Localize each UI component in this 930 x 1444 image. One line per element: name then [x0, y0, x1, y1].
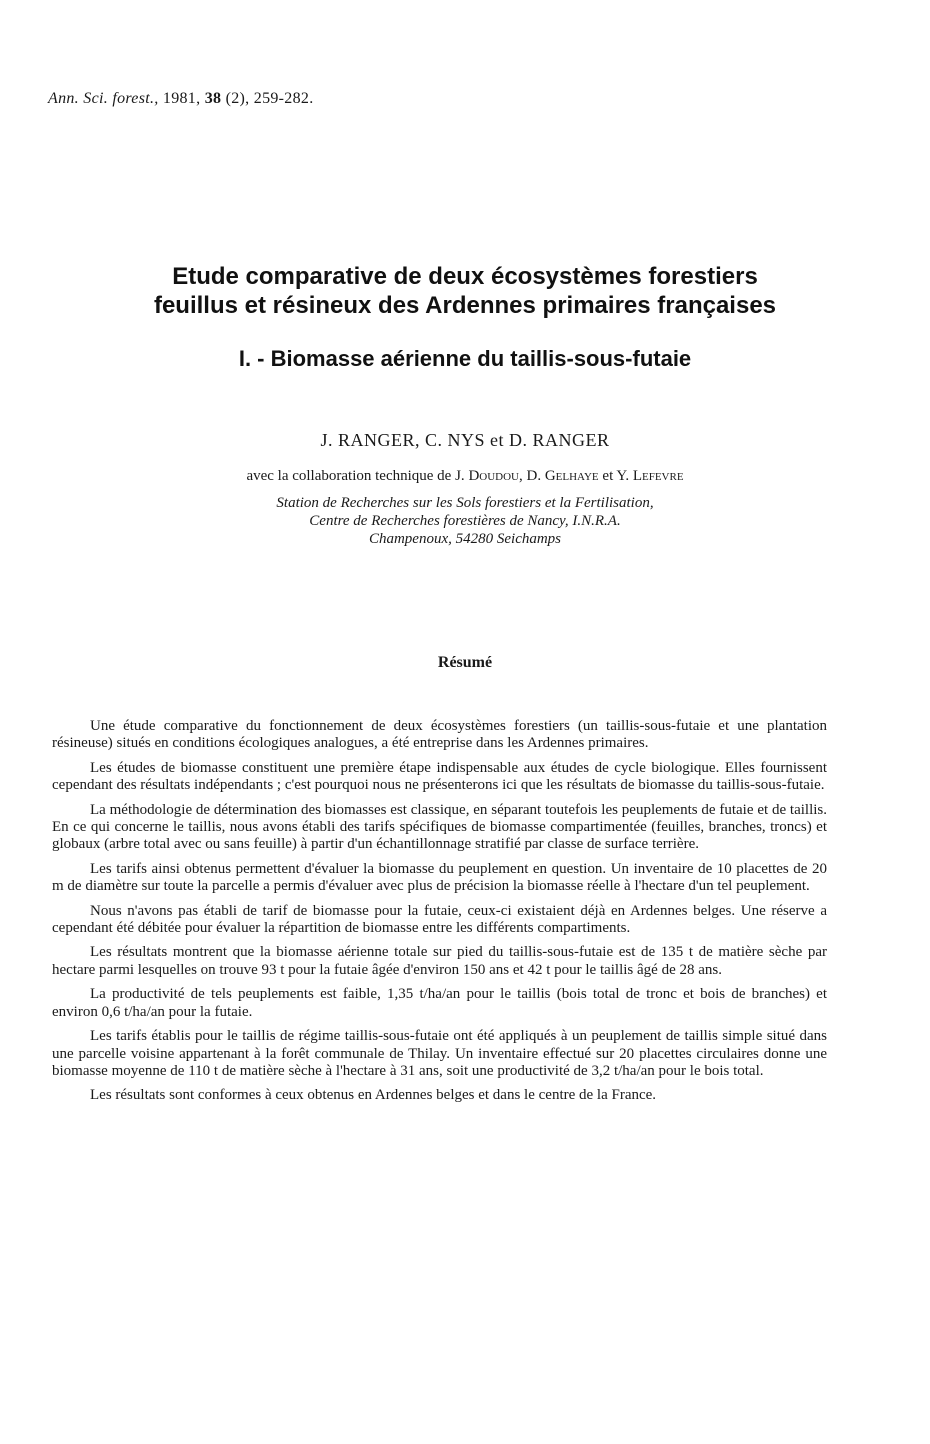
collab-name: Doudou: [468, 468, 519, 484]
abstract-body: [52, 718, 827, 1112]
affiliation-line: Station de Recherches sur les Sols forestiers et la Fertilisation,: [276, 495, 654, 511]
title-line-2: feuillus et résineux des Ardennes primaires françaises: [153, 292, 777, 319]
abstract-paragraph: Les tarifs ainsi obtenus permettent d'évaluer la biomasse du peuplement en question. Un inventaire de 10 placettes de 20 m de diamètre sur toute la parcelle a permis d'évaluer avec plus de précision la biomasse réelle à l'hectare d'un tel peuplement.: [52, 860, 827, 895]
abstract-paragraph: Les résultats sont conformes à ceux obtenus en Ardennes belges et dans le centre de la France.: [90, 1087, 657, 1104]
technical-collaboration: [0, 468, 930, 485]
paper-title: [0, 262, 930, 320]
affiliation: [0, 494, 930, 548]
abstract-paragraph: Une étude comparative du fonctionnement de deux écosystèmes forestiers (un taillis-sous-futaie et une plantation résineuse) situés en conditions écologiques analogues, a été entreprise dans les Ardennes primaires.: [52, 718, 827, 752]
journal-citation: [48, 90, 314, 108]
collab-separator: et Y.: [598, 468, 630, 484]
collab-name: Lefevre: [632, 468, 684, 484]
abstract-paragraph: Les études de biomasse constituent une première étape indispensable aux études de cycle biologique. Elles fournissent cependant des résultats indépendants ; c'est pourquoi nous ne présenterons ici que les résultats de biomasse du taillis-sous-futaie.: [52, 759, 827, 794]
paper-subtitle: I. - Biomasse aérienne du taillis-sous-futaie: [238, 346, 692, 371]
collab-prefix: avec la collaboration technique de J.: [246, 468, 465, 484]
issue-pages: (2), 259-282.: [225, 90, 314, 107]
volume-number: 38: [204, 90, 222, 107]
abstract-paragraph: Les résultats montrent que la biomasse aérienne totale sur pied du taillis-sous-futaie est de 135 t de matière sèche par hectare parmi lesquelles on trouve 93 t pour la futaie âgée d'environ 150 ans et 42 t pour le taillis âgé de 28 ans.: [52, 944, 827, 978]
collab-name: Gelhaye: [544, 468, 599, 484]
abstract-paragraph: La productivité de tels peuplements est faible, 1,35 t/ha/an pour le taillis (bois total de tronc et bois de branches) et environ 0,6 t/ha/an pour la futaie.: [52, 986, 827, 1020]
abstract-paragraph: Nous n'avons pas établi de tarif de biomasse pour la futaie, ceux-ci existaient déjà en Ardennes belges. Une réserve a cependant été débitée pour évaluer la répartition de biomasse entre les différents compartiments.: [52, 902, 827, 937]
collab-separator: , D.: [519, 468, 542, 484]
publication-year: 1981,: [162, 90, 201, 107]
journal-name: Ann. Sci. forest.,: [48, 90, 159, 107]
title-line-1: Etude comparative de deux écosystèmes forestiers: [172, 263, 758, 290]
abstract-paragraph: Les tarifs établis pour le taillis de régime taillis-sous-futaie ont été appliqués à un peuplement de taillis simple situé dans une parcelle voisine appartenant à la forêt communale de Thilay. Un inventaire effectué sur 20 placettes circulaires donne une biomasse moyenne de 110 t de matière sèche à l'hectare à 31 ans, soit une productivité de 3,2 t/ha/an pour le bois total.: [52, 1028, 827, 1079]
affiliation-line: Centre de Recherches forestières de Nancy, I.N.R.A.: [309, 513, 621, 529]
abstract-heading: Résumé: [437, 654, 493, 671]
abstract-paragraph: La méthodologie de détermination des biomasses est classique, en séparant toutefois les peuplements de futaie et de taillis. En ce qui concerne le taillis, nous avons établi des tarifs spécifiques de biomasse compartimentée (feuilles, branches, troncs) et globaux (arbre total avec ou sans feuille) à partir d'un échantillonnage stratifié par classe de surface terrière.: [52, 801, 827, 853]
affiliation-line: Champenoux, 54280 Seichamps: [368, 531, 562, 547]
author-list: J. RANGER, C. NYS et D. RANGER: [320, 430, 610, 450]
